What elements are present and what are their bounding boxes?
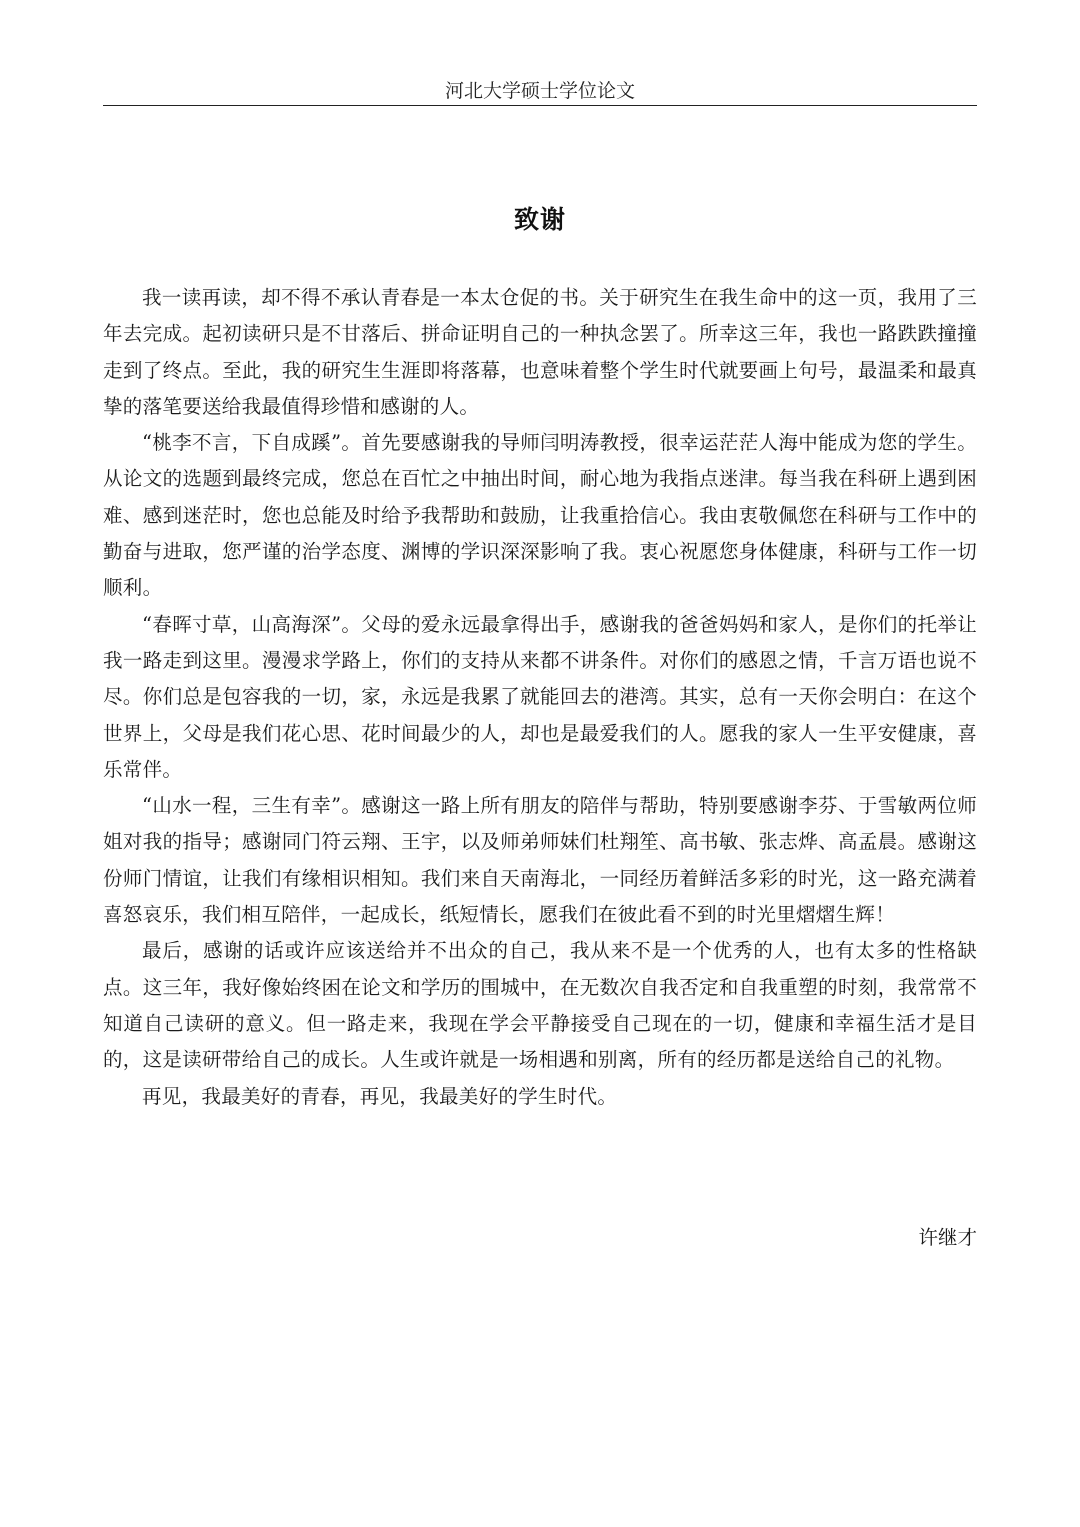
paragraph-6: 再见，我最美好的青春，再见，我最美好的学生时代。	[142, 1084, 618, 1108]
paragraph-4: “山水一程，三生有幸”。感谢这一路上所有朋友的陪伴与帮助，特别要感谢李芬、于雪敏两位师姐对我的指导；感谢同门符云翔、王宇，以及师弟师妹们杜翔笙、高书敏、张志烨、高孟晨。感谢这份师门情谊，让我们有缘相识相知。我们来自天南海北，一同经历着鲜活多彩的时光，这一路充满着喜怒哀乐，我们相互陪伴，一起成长，纸短情长，愿我们在彼此看不到的时光里熠熠生辉！	[103, 794, 977, 927]
author-signature: 许继才	[918, 1226, 977, 1249]
paragraph-1: 我一读再读，却不得不承认青春是一本太仓促的书。关于研究生在我生命中的这一页，我用了三年去完成。起初读研只是不甘落后、拼命证明自己的一种执念罢了。所幸这三年，我也一路跌跌撞撞走到了终点。至此，我的研究生生涯即将落幕，也意味着整个学生时代就要画上句号，最温柔和最真挚的落笔要送给我最值得珍惜和感谢的人。	[103, 286, 977, 418]
paragraph-2: “桃李不言，下自成蹊”。首先要感谢我的导师闫明涛教授，很幸运茫茫人海中能成为您的学生。从论文的选题到最终完成，您总在百忙之中抽出时间，耐心地为我指点迷津。每当我在科研上遇到困难、感到迷茫时，您也总能及时给予我帮助和鼓励，让我重拾信心。我由衷敬佩您在科研与工作中的勤奋与进取，您严谨的治学态度、渊博的学识深深影响了我。衷心祝愿您身体健康，科研与工作一切顺利。	[103, 431, 977, 600]
paragraph-5: 最后，感谢的话或许应该送给并不出众的自己，我从来不是一个优秀的人，也有太多的性格缺点。这三年，我好像始终困在论文和学历的围城中，在无数次自我否定和自我重塑的时刻，我常常不知道自己读研的意义。但一路走来，我现在学会平静接受自己现在的一切，健康和幸福生活才是目的，这是读研带给自己的成长。人生或许就是一场相遇和别离，所有的经历都是送给自己的礼物。	[103, 939, 977, 1072]
page-title: 致谢	[513, 205, 566, 234]
paragraph-3: “春晖寸草，山高海深”。父母的爱永远最拿得出手，感谢我的爸爸妈妈和家人，是你们的托举让我一路走到这里。漫漫求学路上，你们的支持从来都不讲条件。对你们的感恩之情，千言万语也说不尽。你们总是包容我的一切，家，永远是我累了就能回去的港湾。其实，总有一天你会明白：在这个世界上，父母是我们花心思、花时间最少的人，却也是最爱我们的人。愿我的家人一生平安健康，喜乐常伴。	[103, 612, 977, 781]
acknowledgement-body	[103, 280, 977, 1115]
running-header: 河北大学硕士学位论文	[444, 80, 635, 102]
header-divider	[103, 105, 977, 106]
